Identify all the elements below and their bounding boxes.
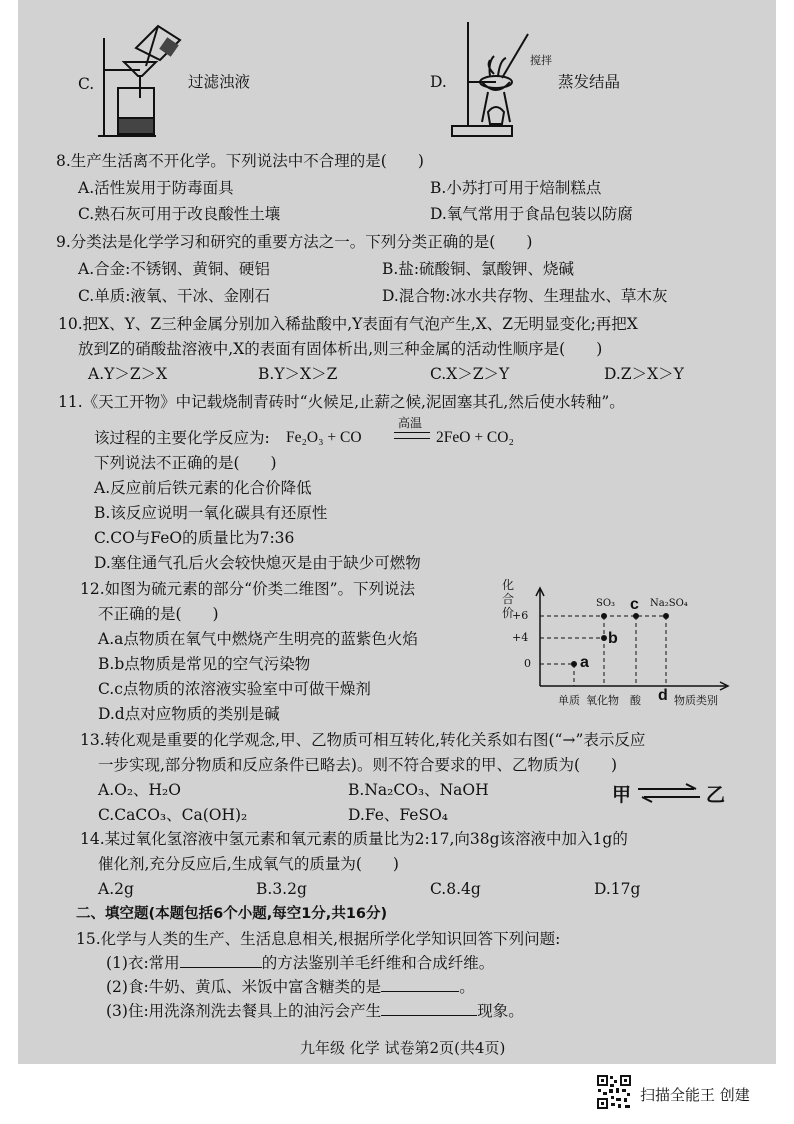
q9-stem: 9.分类法是化学学习和研究的重要方法之一。下列分类正确的是( ): [56, 233, 533, 251]
q11-option-d: D.塞住通气孔后火会较快熄灭是由于缺少可燃物: [94, 554, 421, 572]
section-2-title: 二、填空题(本题包括6个小题,每空1分,共16分): [76, 906, 388, 922]
q9-option-b: B.盐:硫酸铜、氯酸钾、烧碱: [382, 260, 575, 278]
figure-d-stir-label: 搅拌: [530, 54, 552, 67]
q11-equation-left: Fe₂O₃ + CO: [286, 429, 362, 446]
q15-part2-suffix: 。: [459, 978, 475, 996]
q10-option-a: A.Y＞Z＞X: [88, 365, 168, 383]
q14-option-a: A.2g: [98, 880, 134, 898]
graph-point-c-label: c: [630, 596, 639, 613]
q13-stem-line1: 13.转化观是重要的化学观念,甲、乙物质可相互转化,转化关系如右图(“→”表示反应: [80, 731, 646, 749]
q15-part3: [106, 1001, 524, 1021]
q15-part1: [106, 953, 494, 973]
q11-stem-line2-prefix: 该过程的主要化学反应为:: [94, 429, 270, 447]
evaporation-apparatus-figure: [448, 16, 548, 142]
q11-option-a: A.反应前后铁元素的化合价降低: [94, 479, 312, 497]
graph-point-a-label: a: [580, 654, 589, 671]
graph-x-tick-oxide: 氧化物: [586, 694, 619, 707]
graph-y-tick-plus4: +4: [512, 631, 529, 644]
graph-point-d-label: d: [658, 687, 668, 704]
q9-option-a: A.合金:不锈钢、黄铜、硬铝: [78, 260, 270, 278]
q15-stem: 15.化学与人类的生产、生活息息相关,根据所学化学知识回答下列问题:: [76, 930, 561, 948]
q10-stem-line1: 10.把X、Y、Z三种金属分别加入稀盐酸中,Y表面有气泡产生,X、Z无明显变化;再把X: [58, 315, 638, 333]
q13-option-b: B.Na₂CO₃、NaOH: [348, 781, 489, 799]
q13-option-c: C.CaCO₃、Ca(OH)₂: [98, 806, 248, 824]
graph-x-tick-acid: 酸: [630, 694, 641, 707]
q12-stem-line2: 不正确的是( ): [98, 605, 219, 623]
q11-equation-equals: [394, 432, 430, 439]
q13-stem-line2: 一步实现,部分物质和反应条件已略去)。则不符合要求的甲、乙物质为( ): [98, 756, 618, 774]
figure-c-caption: 过滤浊液: [188, 73, 251, 91]
q13-jia-label: 甲: [612, 784, 632, 806]
q14-stem-line1: 14.某过氧化氢溶液中氢元素和氧元素的质量比为2:17,向38g该溶液中加入1g的: [80, 830, 628, 848]
graph-y-tick-zero: 0: [524, 657, 531, 670]
q15-part2-prefix: (2)食:牛奶、黄瓜、米饭中富含糖类的是: [106, 978, 382, 996]
q14-option-d: D.17g: [594, 880, 641, 898]
q12-option-c: C.c点物质的浓溶液实验室中可做干燥剂: [98, 680, 371, 698]
q15-part3-blank[interactable]: [381, 1001, 477, 1016]
q13-option-a: A.O₂、H₂O: [98, 781, 181, 799]
graph-x-tick-elemental: 单质: [558, 694, 580, 707]
graph-y-tick-plus6: +6: [512, 609, 529, 622]
figure-d-label: D.: [430, 73, 447, 91]
graph-label-so3: SO₃: [596, 598, 616, 609]
graph-point-b-label: b: [608, 630, 618, 647]
q10-option-d: D.Z＞X＞Y: [604, 365, 684, 383]
graph-label-na2so4: Na₂SO₄: [650, 598, 688, 609]
q11-stem-line3: 下列说法不正确的是( ): [94, 454, 277, 472]
q15-part2-blank[interactable]: [381, 977, 459, 992]
q10-option-c: C.X＞Z＞Y: [430, 365, 510, 383]
q11-option-b: B.该反应说明一氧化碳具有还原性: [94, 504, 328, 522]
q15-part1-prefix: (1)衣:常用: [106, 954, 180, 972]
q11-equation-condition: 高温: [398, 416, 423, 430]
graph-x-axis-label: 物质类别: [674, 694, 718, 707]
sulfur-valence-graph: [490, 576, 740, 716]
q15-part2: [106, 977, 475, 997]
q14-stem-line2: 催化剂,充分反应后,生成氧气的质量为( ): [98, 855, 399, 873]
figure-c-label: C.: [78, 75, 95, 93]
q14-option-c: C.8.4g: [430, 880, 481, 898]
q11-option-c: C.CO与FeO的质量比为7:36: [94, 529, 295, 547]
q12-stem-line1: 12.如图为硫元素的部分“价类二维图”。下列说法: [80, 580, 415, 598]
q10-option-b: B.Y＞X＞Z: [258, 365, 338, 383]
q11-stem-line1: 11.《天工开物》中记载烧制青砖时“火候足,止薪之候,泥固塞其孔,然后使水转釉”。: [58, 393, 625, 411]
graph-y-label: 化合价: [502, 578, 515, 620]
q13-conversion-arrows: [636, 782, 702, 804]
q9-option-c: C.单质:液氧、干冰、金刚石: [78, 287, 270, 305]
figure-d-caption: 蒸发结晶: [558, 73, 621, 91]
q12-option-b: B.b点物质是常见的空气污染物: [98, 655, 311, 673]
filtration-apparatus-figure: [96, 18, 196, 142]
q8-option-a: A.活性炭用于防毒面具: [78, 179, 234, 197]
watermark-text: 扫描全能王 创建: [640, 1086, 750, 1104]
q10-stem-line2: 放到Z的硝酸盐溶液中,X的表面有固体析出,则三种金属的活动性顺序是( ): [78, 340, 603, 358]
q13-option-d: D.Fe、FeSO₄: [348, 806, 449, 824]
q15-part1-suffix: 的方法鉴别羊毛纤维和合成纤维。: [261, 954, 495, 972]
q11-equation-right: 2FeO + CO₂: [436, 429, 514, 446]
qr-code-icon: [596, 1074, 632, 1110]
q15-part1-blank[interactable]: [180, 953, 262, 968]
q13-yi-label: 乙: [706, 784, 726, 806]
q14-option-b: B.3.2g: [256, 880, 307, 898]
q12-option-a: A.a点物质在氧气中燃烧产生明亮的蓝紫色火焰: [98, 630, 418, 648]
q8-option-d: D.氧气常用于食品包装以防腐: [430, 205, 633, 223]
q9-option-d: D.混合物:冰水共存物、生理盐水、草木灰: [382, 287, 668, 305]
q8-option-c: C.熟石灰可用于改良酸性土壤: [78, 205, 281, 223]
q12-option-d: D.d点对应物质的类别是碱: [98, 705, 280, 723]
page-footer: 九年级 化学 试卷第2页(共4页): [300, 1039, 506, 1057]
q8-stem: 8.生产生活离不开化学。下列说法中不合理的是( ): [56, 152, 424, 170]
q15-part3-prefix: (3)住:用洗涤剂洗去餐具上的油污会产生: [106, 1002, 382, 1020]
q8-option-b: B.小苏打可用于焙制糕点: [430, 179, 602, 197]
q15-part3-suffix: 现象。: [477, 1002, 524, 1020]
